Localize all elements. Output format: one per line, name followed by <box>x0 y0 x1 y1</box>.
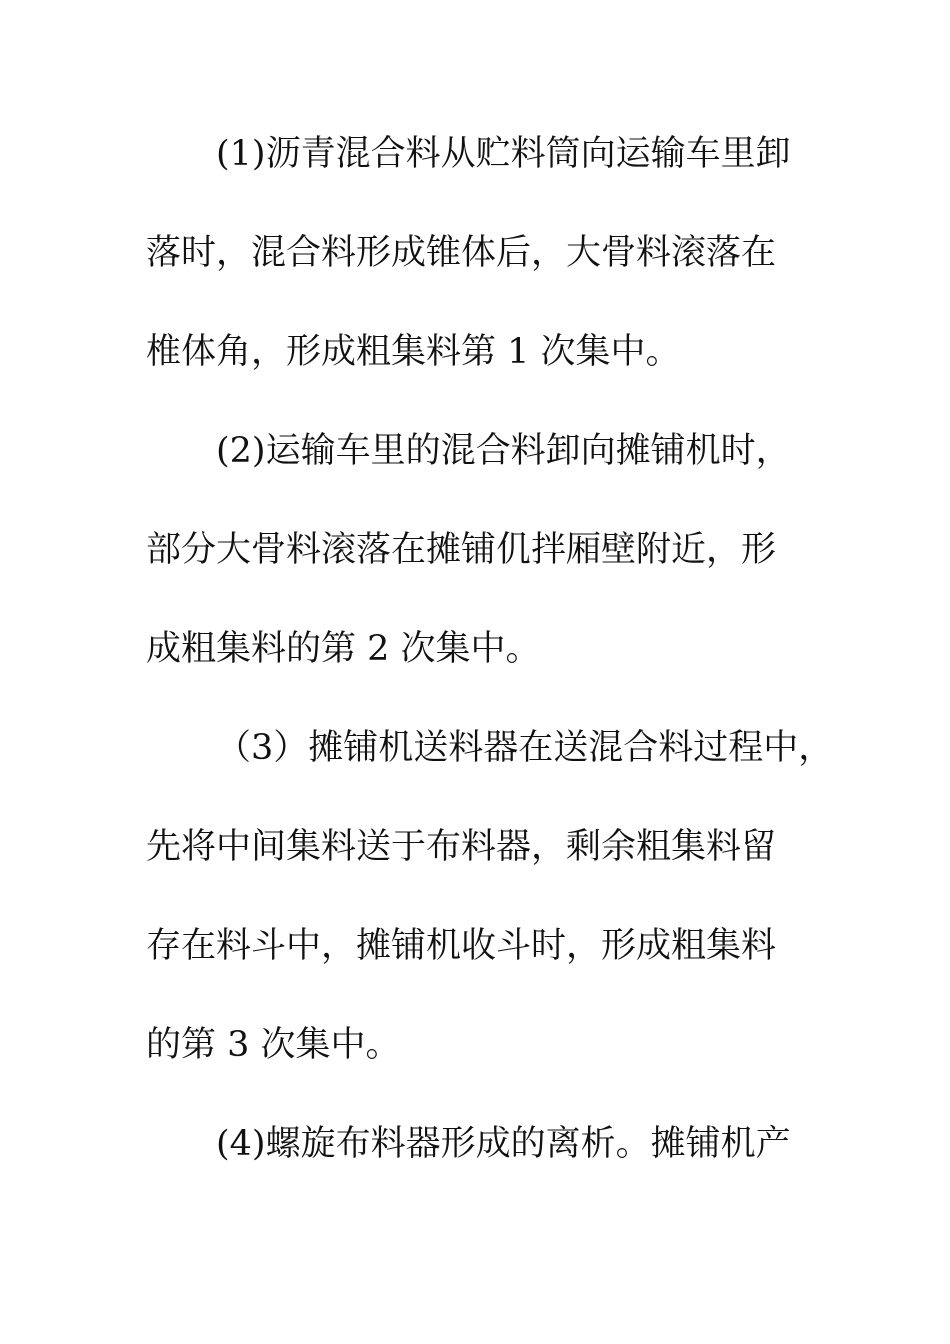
paragraph-2-line-3: 成粗集料的第 2 次集中。 <box>146 629 541 669</box>
paragraph-3-line-3: 存在料斗中，摊铺机收斗时，形成粗集料 <box>146 926 777 966</box>
paragraph-4-line-1: (4)螺旋布料器形成的离析。摊铺机产 <box>216 1124 791 1164</box>
paragraph-1-line-3: 椎体角，形成粗集料第 1 次集中。 <box>146 332 681 372</box>
paragraph-3-line-1: （3）摊铺机送料器在送混合料过程中， <box>216 728 834 768</box>
paragraph-2-line-2: 部分大骨料滚落在摊铺仉拌厢壁附近，形 <box>146 530 777 570</box>
paragraph-1-line-1: (1)沥青混合料从贮料筒向运输车里卸 <box>216 134 791 174</box>
paragraph-3-line-4: 的第 3 次集中。 <box>146 1025 401 1065</box>
paragraph-3-line-2: 先将中间集料送于布料器，剩余粗集料留 <box>146 827 777 867</box>
paragraph-2-line-1: (2)运输车里的混合料卸向摊铺机时， <box>216 431 791 471</box>
paragraph-1-line-2: 落时，混合料形成锥体后，大骨料滚落在 <box>146 233 777 273</box>
